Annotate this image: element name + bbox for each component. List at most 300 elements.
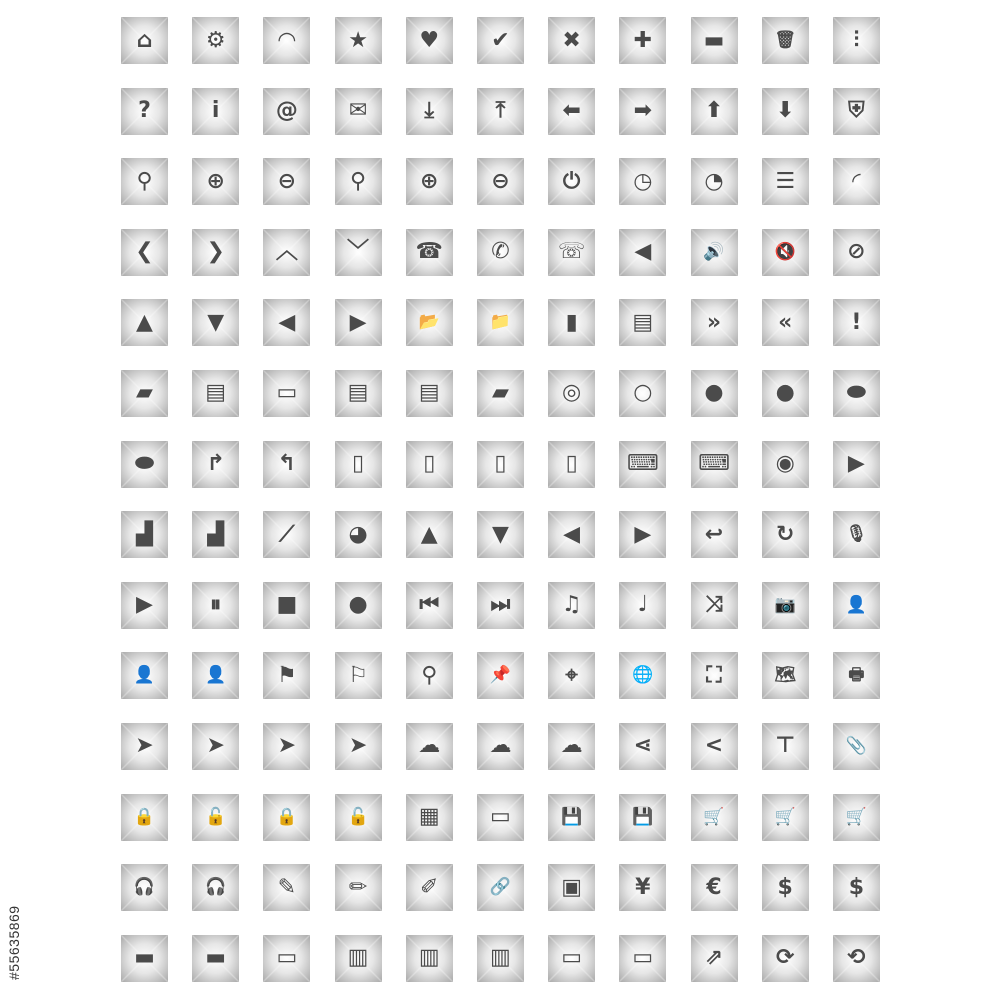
icon-tile[interactable] [335,864,382,911]
basket-icon: 🛒 [845,806,867,827]
icon-tile[interactable] [548,511,595,558]
flag-icon: ⚑ [277,662,297,688]
refresh-icon: ↻ [775,521,795,547]
icon-tile[interactable] [335,723,382,770]
icon-tile[interactable] [762,158,809,205]
icon-tile[interactable] [406,652,453,699]
skip-back-icon: ⏮ [419,592,440,618]
icon-tile[interactable] [263,582,310,629]
icon-tile[interactable] [192,441,239,488]
icon-tile[interactable] [691,582,738,629]
icon-tile[interactable] [548,723,595,770]
icon-tile[interactable] [263,17,310,64]
navigate-right-icon: ▶ [634,521,652,547]
icon-tile[interactable] [477,299,524,346]
icon-tile[interactable] [762,935,809,982]
printer-icon: 🖶 [848,665,865,686]
icon-tile[interactable] [335,582,382,629]
icon-tile[interactable] [121,17,168,64]
arrow-down-icon: ⬇ [775,98,795,124]
headset-icon: 🎧 [205,877,227,898]
icon-tile[interactable] [477,511,524,558]
icon-tile[interactable] [335,229,382,276]
turn-left-icon: ↰ [277,451,297,477]
icon-tile[interactable] [762,864,809,911]
phone-icon: ✆ [491,239,510,265]
icon-tile[interactable] [691,158,738,205]
icon-tile[interactable] [619,441,666,488]
icon-tile[interactable] [691,794,738,841]
icon-tile[interactable] [121,441,168,488]
close-icon: ✖ [562,27,581,53]
double-chevron-left-icon: « [778,309,793,335]
stop-icon: ■ [276,592,298,618]
icon-tile[interactable] [619,158,666,205]
icon-tile[interactable] [762,441,809,488]
icon-tile[interactable] [406,88,453,135]
icon-tile[interactable] [619,582,666,629]
icon-tile[interactable] [406,229,453,276]
icon-tile[interactable] [477,17,524,64]
calendar-grid-icon: ▦ [418,804,440,830]
icon-tile[interactable] [263,794,310,841]
tablet-icon: ▯ [565,451,578,477]
icon-tile[interactable] [691,88,738,135]
icon-tile[interactable] [192,582,239,629]
navigate-left-icon: ◀ [563,521,581,547]
icon-tile[interactable] [121,511,168,558]
icon-tile[interactable] [192,794,239,841]
icon-tile[interactable] [762,299,809,346]
unlock-icon: 🔓 [205,806,227,827]
icon-tile[interactable] [477,88,524,135]
microphone-icon: 🎙 [845,524,868,545]
battery-half-icon: ▭ [632,945,654,971]
battery-three-quarter-icon: ▬ [205,945,227,971]
battery-full-icon: ▬ [134,945,155,971]
icon-tile[interactable] [619,17,666,64]
icon-tile[interactable] [691,370,738,417]
exclamation-icon: ! [851,309,862,335]
icon-tile[interactable] [192,158,239,205]
icon-tile[interactable] [691,723,738,770]
double-chevron-right-icon: » [706,309,722,335]
pie-chart-icon: ◔ [704,168,724,194]
speech-bubble-text-icon: ● [775,380,795,406]
link-icon: 🔗 [489,877,512,898]
chat-bubbles-text-icon: ▤ [418,380,440,406]
chat-bubbles-lines-icon: ▤ [205,380,227,406]
icon-tile[interactable] [335,17,382,64]
icon-tile[interactable] [619,229,666,276]
icon-tile[interactable] [477,935,524,982]
phone-ringing-icon: ☎ [415,239,443,265]
cloud-icon: ☁ [418,733,441,759]
turn-right-icon: ↱ [206,451,225,477]
speech-bubbles-solid-icon: ⬬ [135,451,154,477]
icon-tile[interactable] [833,511,880,558]
icon-tile[interactable] [833,864,880,911]
icon-tile[interactable] [335,441,382,488]
stock-number [6,905,22,980]
flag-alt-icon: ⚐ [348,662,368,688]
icon-tile[interactable] [691,299,738,346]
icon-tile[interactable] [121,299,168,346]
icon-tile[interactable] [691,441,738,488]
icon-tile[interactable] [192,88,239,135]
cursor-right-icon: ➤ [206,733,225,759]
chevron-up-icon: ︿ [275,239,298,265]
icon-tile[interactable] [477,441,524,488]
icon-tile[interactable] [335,88,382,135]
icon-tile[interactable] [833,582,880,629]
icon-grid [121,17,880,982]
icon-tile[interactable] [619,864,666,911]
sync-alt-icon: ⟲ [847,945,866,971]
zoom-out-icon: ⊖ [277,168,297,194]
icon-tile[interactable] [121,652,168,699]
info-icon: i [211,98,220,124]
user-alt-icon: 👤 [205,665,227,686]
at-icon: @ [275,98,298,124]
skip-forward-icon: ⏭ [490,592,511,618]
cursor-up-left-icon: ➤ [277,733,297,759]
icon-tile[interactable] [477,229,524,276]
icon-tile[interactable] [833,229,880,276]
icon-tile[interactable] [192,17,239,64]
icon-tile[interactable] [691,229,738,276]
cart-alt-icon: 🛒 [774,806,796,827]
icon-tile[interactable] [263,158,310,205]
icon-tile[interactable] [406,511,453,558]
stock-number-prefix: # [6,971,22,980]
laptop-alt-icon: ⌨ [698,451,730,477]
icon-tile[interactable] [548,370,595,417]
icon-tile[interactable] [335,511,382,558]
question-icon: ? [138,98,151,124]
icon-tile[interactable] [833,794,880,841]
plus-icon: ✚ [633,27,653,53]
share-icon: ⋖ [633,733,653,759]
zoom-in-icon: ⊕ [206,168,225,194]
document-icon: ▤ [632,309,654,335]
pencil-alt-icon: ✏ [348,874,368,900]
icon-tile[interactable] [548,17,595,64]
icon-tile[interactable] [263,652,310,699]
icon-tile[interactable] [548,441,595,488]
speech-bubbles-lines-icon: ◎ [562,380,582,406]
icon-tile[interactable] [548,935,595,982]
icon-tile[interactable] [477,864,524,911]
icon-tile[interactable] [121,229,168,276]
icon-tile[interactable] [406,723,453,770]
icon-tile[interactable] [833,88,880,135]
icon-tile[interactable] [335,935,382,982]
star-icon: ★ [348,27,368,53]
icon-tile[interactable] [335,652,382,699]
triangle-left-icon: ◀ [278,309,296,335]
icon-tile[interactable] [335,370,382,417]
arrow-left-icon: ⬅ [562,98,581,124]
target-icon: ⌖ [565,662,578,688]
chat-bubbles-dark-icon: ▰ [136,380,153,406]
icon-tile[interactable] [833,158,880,205]
mobile-phone-alt-icon: ▯ [494,451,507,477]
navigate-up-icon: ▲ [420,521,438,547]
icon-tile[interactable] [477,370,524,417]
database-icon: ☰ [775,168,796,194]
icon-tile[interactable] [619,723,666,770]
icon-tile[interactable] [335,794,382,841]
icon-tile[interactable] [477,723,524,770]
block-icon: ⊘ [847,239,866,265]
euro-icon: € [706,874,722,900]
icon-tile[interactable] [548,794,595,841]
icon-tile[interactable] [192,652,239,699]
icon-tile[interactable] [263,441,310,488]
file-icon: ▮ [565,309,578,335]
save-alt-icon: 💾 [632,806,654,827]
power-icon: ⏻ [562,168,581,194]
icon-tile[interactable] [406,935,453,982]
mail-icon: ✉ [348,98,368,124]
pause-icon: ⏸ [210,592,222,618]
icon-tile[interactable] [619,88,666,135]
battery-low-icon: ▭ [561,945,583,971]
webcam-icon: ◉ [775,451,795,477]
icon-tile[interactable] [263,370,310,417]
chevron-down-icon: ﹀ [347,239,370,265]
user-portrait-icon: 👤 [845,594,867,615]
upload-icon: ⤒ [495,98,506,124]
share-alt-icon: < [704,733,724,759]
download-icon: ⤓ [424,98,435,124]
speech-bubble-icon: ⬬ [846,380,866,406]
icon-tile[interactable] [192,723,239,770]
folder-open-icon: 📂 [418,312,440,333]
bar-chart-icon: ▟ [207,521,225,547]
lock-keyhole-icon: 🔒 [276,806,298,827]
icon-tile[interactable] [833,652,880,699]
pushpin-icon: 📌 [489,665,512,686]
clock-icon: ◷ [633,168,653,194]
headphones-icon: 🎧 [133,877,156,898]
equalizer-icon: ⫶ [853,27,860,53]
navigate-down-icon: ▼ [491,521,509,547]
arrow-right-icon: ➡ [633,98,653,124]
icon-tile[interactable] [121,88,168,135]
icon-tile[interactable] [762,88,809,135]
cloud-download-icon: ☁ [560,733,583,759]
zoom-out-alt-icon: ⊖ [491,168,510,194]
icon-tile[interactable] [263,935,310,982]
wifi-icon: ◠ [278,27,296,53]
folder-icon: 📁 [489,312,512,333]
icon-tile[interactable] [121,794,168,841]
zoom-in-alt-icon: ⊕ [420,168,439,194]
icon-tile[interactable] [121,158,168,205]
map-icon: 🗺 [774,665,796,686]
icon-tile[interactable] [762,652,809,699]
shield-icon: ⛨ [848,98,865,124]
icon-tile[interactable] [691,511,738,558]
icon-tile[interactable] [406,17,453,64]
icon-tile[interactable] [477,794,524,841]
line-chart-icon: ⟋ [279,521,295,547]
battery-segments-full-icon: ▥ [347,945,369,971]
calendar-icon: ▭ [490,804,511,830]
search-icon: ⚲ [136,168,153,194]
speaker-icon: ◀ [634,239,652,265]
icon-tile[interactable] [762,229,809,276]
icon-tile[interactable] [762,511,809,558]
icon-tile[interactable] [548,88,595,135]
map-location-icon: ⛶ [706,662,722,688]
chevron-right-icon: ❯ [206,239,225,265]
icon-tile[interactable] [192,511,239,558]
icon-tile[interactable] [192,864,239,911]
icon-tile[interactable] [192,229,239,276]
icon-tile[interactable] [833,441,880,488]
icon-tile[interactable] [335,158,382,205]
icon-tile[interactable] [833,299,880,346]
chat-bubble-outline-icon: ▭ [276,380,298,406]
cursor-pointer-icon: ➤ [348,733,368,759]
icon-tile[interactable] [406,794,453,841]
unlock-keyhole-icon: 🔓 [347,806,369,827]
yen-icon: ¥ [635,874,651,900]
icon-tile[interactable] [762,370,809,417]
icon-tile[interactable] [406,158,453,205]
icon-tile[interactable] [548,652,595,699]
icon-tile[interactable] [406,582,453,629]
sync-icon: ⟳ [775,945,795,971]
icon-tile[interactable] [833,935,880,982]
icon-tile[interactable] [406,864,453,911]
shuffle-icon: ⤨ [705,592,723,618]
icon-tile[interactable] [192,370,239,417]
chat-bubble-text-icon: ▤ [347,380,369,406]
arrow-up-icon: ⬆ [704,98,724,124]
dollar-icon: $ [777,874,793,900]
music-note-icon: ♩ [637,592,648,618]
undo-icon: ↩ [704,521,724,547]
music-notes-icon: ♫ [561,592,582,618]
video-camera-icon: ▶ [847,451,865,477]
icon-tile[interactable] [762,582,809,629]
icon-tile[interactable] [619,370,666,417]
icon-tile[interactable] [263,229,310,276]
icon-tile[interactable] [548,158,595,205]
icon-tile[interactable] [263,723,310,770]
icon-tile[interactable] [619,794,666,841]
cursor-left-icon: ➤ [135,733,154,759]
battery-segments-low-icon: ▥ [490,945,511,971]
gear-icon: ⚙ [205,27,226,53]
icon-tile[interactable] [619,511,666,558]
stock-number-value: 55635869 [6,905,22,972]
icon-tile[interactable] [406,370,453,417]
minus-icon: ▬ [703,27,725,53]
icon-tile[interactable] [762,17,809,64]
icon-tile[interactable] [833,370,880,417]
icon-tile[interactable] [833,17,880,64]
icon-tile[interactable] [762,794,809,841]
check-icon: ✔ [491,27,510,53]
icon-tile[interactable] [121,935,168,982]
lock-icon: 🔒 [133,806,156,827]
icon-tile[interactable] [691,652,738,699]
icon-tile[interactable] [263,88,310,135]
cloud-upload-icon: ☁ [489,733,512,759]
icon-tile[interactable] [121,864,168,911]
pie-chart-alt-icon: ◕ [348,521,368,547]
icon-tile[interactable] [619,652,666,699]
export-icon: ⇗ [704,945,724,971]
icon-tile[interactable] [477,652,524,699]
triangle-down-icon: ▼ [207,309,225,335]
save-icon: 💾 [561,806,583,827]
icon-tile[interactable] [477,582,524,629]
speech-bubbles-outline-icon: ○ [633,380,653,406]
icon-tile[interactable] [192,299,239,346]
icon-tile[interactable] [833,723,880,770]
icon-tile[interactable] [121,370,168,417]
icon-tile[interactable] [121,723,168,770]
icon-tile[interactable] [619,935,666,982]
laptop-icon: ⌨ [626,451,659,477]
icon-tile[interactable] [691,864,738,911]
icon-tile[interactable] [548,864,595,911]
icon-tile[interactable] [619,299,666,346]
image-icon: ▣ [561,874,583,900]
chevron-left-icon: ❮ [135,239,154,265]
icon-tile[interactable] [762,723,809,770]
icon-tile[interactable] [263,864,310,911]
home-icon: ⌂ [136,27,153,53]
triangle-right-icon: ▶ [349,309,367,335]
icon-tile[interactable] [406,299,453,346]
icon-tile[interactable] [192,935,239,982]
icon-tile[interactable] [691,17,738,64]
icon-tile[interactable] [548,299,595,346]
dollar-bold-icon: $ [848,874,865,900]
volume-icon: 🔊 [703,241,725,262]
icon-tile[interactable] [335,299,382,346]
smartphone-icon: ▯ [352,451,365,477]
marker-icon: ✐ [420,874,439,900]
icon-tile[interactable] [263,299,310,346]
search-alt-icon: ⚲ [350,168,367,194]
battery-empty-icon: ▭ [276,945,298,971]
icon-tile[interactable] [406,441,453,488]
icon-tile[interactable] [548,582,595,629]
icon-tile[interactable] [548,229,595,276]
speech-bubbles-dark-icon: ● [704,380,724,406]
bar-chart-trend-icon: ▟ [136,521,153,547]
camera-icon: 📷 [774,594,796,615]
triangle-up-icon: ▲ [136,309,153,335]
icon-tile[interactable] [691,935,738,982]
icon-tile[interactable] [477,158,524,205]
icon-tile[interactable] [263,511,310,558]
mobile-phone-icon: ▯ [423,451,436,477]
map-pin-icon: ⚲ [421,662,438,688]
trash-icon: 🗑 [774,30,796,50]
icon-tile[interactable] [121,582,168,629]
paperclip-icon: 📎 [845,735,867,756]
heart-icon: ♥ [419,27,440,53]
